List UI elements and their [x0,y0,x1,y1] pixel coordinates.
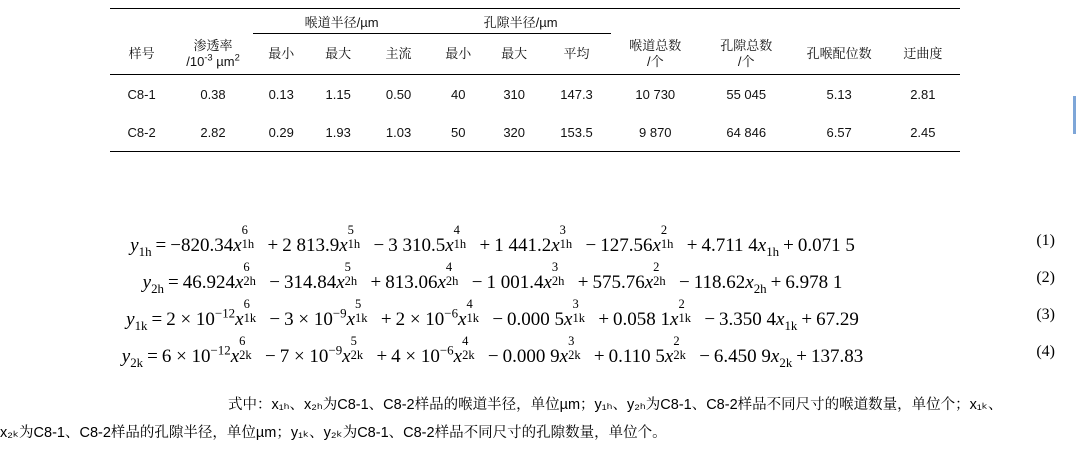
equation-block [0,222,1077,380]
equation-note-line-2: x₂ₖ为C8-1、C8-2样品的孔隙半径，单位µm；y₁ₖ、y₂ₖ为C8-1、C8-2样品不同尺寸的孔隙数量，单位个。 [0,424,667,441]
parameter-table-container [110,8,960,152]
col-header-sample: 样号 [128,45,155,61]
table-row [110,113,960,152]
cell-permeability: 0.38 [173,75,253,114]
cell-pore-min: 50 [430,113,485,152]
equation-4 [0,333,1077,380]
col-header-pore-count [700,34,793,75]
col-header-throat-count-line2: /个 [646,53,664,69]
cell-permeability: 2.82 [173,113,253,152]
cell-coordination: 5.13 [793,75,886,114]
cell-tortuosity: 2.45 [886,113,960,152]
equation-4-number: (4) [1036,343,1055,360]
equation-1-number: (1) [1036,232,1055,249]
cell-throat-main: 0.50 [367,75,431,114]
equation-1 [0,222,1077,269]
page-edge-marker [1073,96,1076,134]
cell-pore-count: 64 846 [700,113,793,152]
cell-coordination: 6.57 [793,113,886,152]
equation-2-number: (2) [1036,269,1055,286]
col-header-pore-count-line1: 孔隙总数 [720,37,773,53]
cell-throat-count: 10 730 [611,75,700,114]
group-header-blank-left [110,9,253,34]
col-header-pore-max: 最大 [501,45,528,61]
cell-throat-min: 0.29 [253,113,310,152]
cell-pore-count: 55 045 [700,75,793,114]
table-group-header-row [110,9,960,34]
equation-3-body: $y_{1k} = 2 \times 10^{-12}x$ 6 1k − $3 \times 10^{-9}x$ 5 1k + $2 \times 10^{-6}x$ 4 1k − 0.000 5x 3 1k + 0.058 1x 2 1k − 3.350 $4x_{1k} + 67.29$ [126,296,859,333]
cell-pore-avg: 153.5 [542,113,610,152]
cell-pore-avg: 147.3 [542,75,610,114]
equation-note [0,392,1077,447]
cell-sample: C8-1 [110,75,173,114]
equation-4-body: $y_{2k} = 6 \times 10^{-12}x$ 6 2k − $7 \times 10^{-9}x$ 5 2k + $4 \times 10^{-6}x$ 4 2k − 0.000 9x 3 2k + 0.110 5x 2 2k − 6.450 $9x_{2k} + 137.83$ [121,333,864,370]
group-header-pore-radius: 孔隙半径/µm [430,9,610,34]
equation-2 [0,259,1077,306]
equation-1-body: $y_{1h} = -820.34x$ 6 1h + 2 813.9x 5 1h − 3 310.5x 4 1h + 1 441.2x 3 1h − 127.56x 2 1h + 4.711 $4x_{1h} + 0.071$ 5 [130,222,855,259]
cell-throat-min: 0.13 [253,75,310,114]
cell-pore-min: 40 [430,75,485,114]
col-header-throat-count [611,34,700,75]
table-header-row [110,34,960,75]
col-header-permeability-line2: $/10^{-3}$ µm$^2$ [186,52,240,69]
col-header-pore-count-line2: /个 [737,53,755,69]
col-header-permeability-line1: 渗透率 [193,37,233,53]
col-header-permeability [173,34,253,75]
col-header-throat-count-line1: 喉道总数 [629,37,682,53]
cell-pore-max: 320 [486,113,542,152]
equation-3 [0,296,1077,343]
equation-2-body: $y_{2h} = 46.924x$ 6 2h − 314.84x 5 2h + 813.06x 4 2h − 1 001.4x 3 2h + 575.76x 2 2h − $118.62x_{2h} + 6.978$ 1 [142,259,843,296]
cell-sample: C8-2 [110,113,173,152]
col-header-throat-min: 最小 [268,45,295,61]
col-header-pore-avg: 平均 [563,45,590,61]
col-header-pore-min: 最小 [445,45,472,61]
table-row [110,75,960,114]
equation-note-line-1: 式中：x₁ₕ、x₂ₕ为C8-1、C8-2样品的喉道半径，单位µm；y₁ₕ、y₂ₕ为C8-1、C8-2样品不同尺寸的喉道数量，单位个；x₁ₖ、 [228,397,1003,413]
equation-3-number: (3) [1036,306,1055,323]
cell-pore-max: 310 [486,75,542,114]
parameter-table [110,8,960,152]
group-header-blank-right [611,9,960,34]
cell-throat-main: 1.03 [367,113,431,152]
col-header-throat-max: 最大 [325,45,352,61]
cell-tortuosity: 2.81 [886,75,960,114]
col-header-coordination: 孔喉配位数 [806,45,872,61]
cell-throat-max: 1.15 [310,75,367,114]
col-header-tortuosity: 迂曲度 [903,45,943,61]
col-header-throat-main: 主流 [385,45,412,61]
cell-throat-count: 9 870 [611,113,700,152]
cell-throat-max: 1.93 [310,113,367,152]
group-header-throat-radius: 喉道半径/µm [253,9,431,34]
